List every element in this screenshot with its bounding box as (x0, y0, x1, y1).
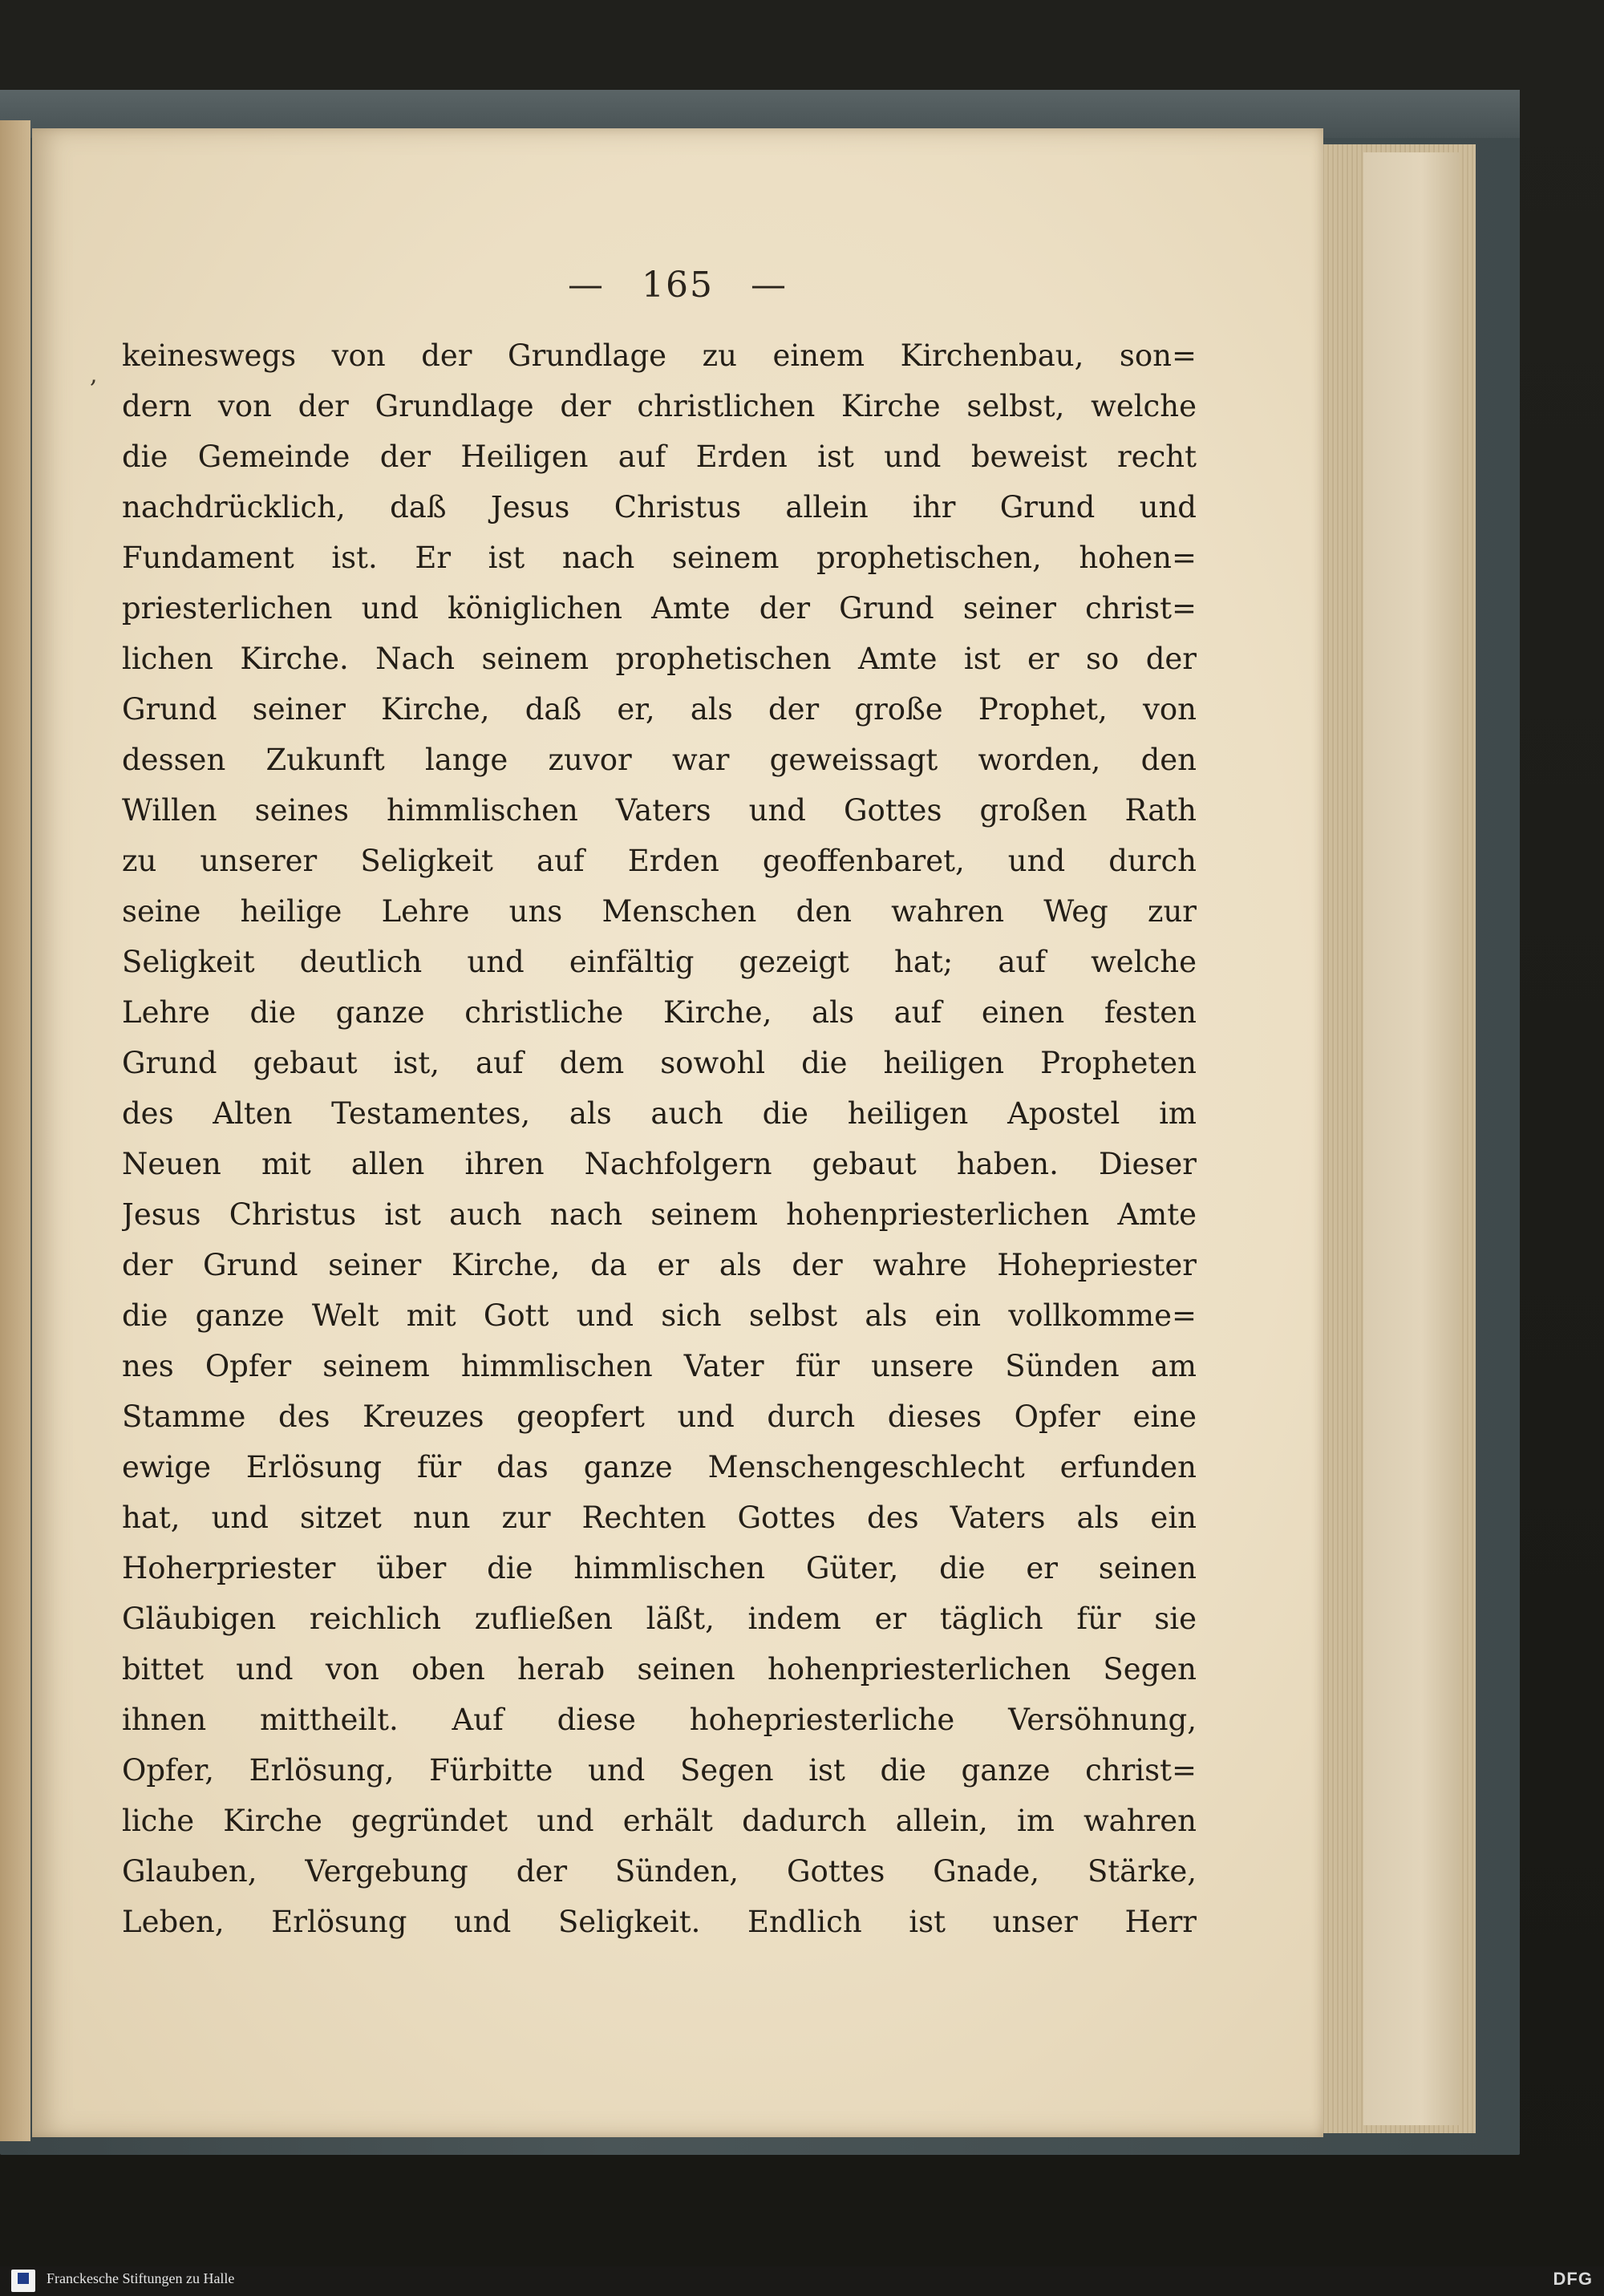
text-line: ewige Erlösung für das ganze Menschengeschlecht erfunden (122, 1450, 1197, 1484)
text-line: die Gemeinde der Heiligen auf Erden ist und beweist recht (122, 439, 1197, 474)
body-text (122, 330, 1197, 1947)
text-line: liche Kirche gegründet und erhält dadurch allein, im wahren (122, 1804, 1197, 1838)
text-line: Willen seines himmlischen Vaters und Gottes großen Rath (122, 793, 1197, 828)
text-line: Glauben, Vergebung der Sünden, Gottes Gnade, Stärke, (122, 1854, 1197, 1889)
header-dash-left: — (568, 265, 605, 306)
header-dash-right: — (750, 265, 788, 306)
text-line: zu unserer Seligkeit auf Erden geoffenbaret, und durch (122, 844, 1197, 878)
text-line: Seligkeit deutlich und einfältig gezeigt hat; auf welche (122, 945, 1197, 979)
book-page (32, 128, 1323, 2137)
text-line: nachdrücklich, daß Jesus Christus allein ihr Grund und (122, 490, 1197, 524)
text-line: Leben, Erlösung und Seligkeit. Endlich ist unser Herr (122, 1905, 1197, 1939)
text-line: Fundament ist. Er ist nach seinem prophetischen, hohen= (122, 541, 1197, 575)
page-header (32, 265, 1323, 306)
viewer-footer (0, 2266, 1604, 2296)
text-line: Grund seiner Kirche, daß er, als der große Prophet, von (122, 692, 1197, 727)
text-line: seine heilige Lehre uns Menschen den wahren Weg zur (122, 894, 1197, 929)
text-line: des Alten Testamentes, als auch die heiligen Apostel im (122, 1096, 1197, 1131)
text-line: dern von der Grundlage der christlichen Kirche selbst, welche (122, 389, 1197, 423)
text-line: Lehre die ganze christliche Kirche, als auf einen festen (122, 995, 1197, 1030)
margin-mark: , (90, 361, 98, 389)
text-line: Jesus Christus ist auch nach seinem hohenpriesterlichen Amte (122, 1197, 1197, 1232)
text-line: bittet und von oben herab seinen hohenpriesterlichen Segen (122, 1652, 1197, 1687)
institution-logo-mark (18, 2273, 29, 2284)
text-line: Stamme des Kreuzes geopfert und durch dieses Opfer eine (122, 1399, 1197, 1434)
text-line: Gläubigen reichlich zufließen läßt, indem er täglich für sie (122, 1602, 1197, 1636)
text-line: hat, und sitzet nun zur Rechten Gottes des Vaters als ein (122, 1500, 1197, 1535)
text-line: lichen Kirche. Nach seinem prophetischen Amte ist er so der (122, 642, 1197, 676)
text-line: Grund gebaut ist, auf dem sowohl die heiligen Propheten (122, 1046, 1197, 1080)
page-number: 165 (642, 265, 714, 306)
text-line: priesterlichen und königlichen Amte der Grund seiner christ= (122, 591, 1197, 626)
text-line: Hoherpriester über die himmlischen Güter, die er seinen (122, 1551, 1197, 1585)
text-line: die ganze Welt mit Gott und sich selbst als ein vollkomme= (122, 1298, 1197, 1333)
footer-institution: Franckesche Stiftungen zu Halle (47, 2270, 235, 2286)
facing-page-edge (0, 120, 30, 2141)
dfg-logo: DFG (1553, 2269, 1593, 2289)
text-line: ihnen mittheilt. Auf diese hohepriesterliche Versöhnung, (122, 1703, 1197, 1737)
text-line: dessen Zukunft lange zuvor war geweissagt worden, den (122, 743, 1197, 777)
text-line: keineswegs von der Grundlage zu einem Kirchenbau, son= (122, 338, 1197, 373)
text-line: Neuen mit allen ihren Nachfolgern gebaut haben. Dieser (122, 1147, 1197, 1181)
text-line: Opfer, Erlösung, Fürbitte und Segen ist die ganze christ= (122, 1753, 1197, 1788)
text-line: nes Opfer seinem himmlischen Vater für unsere Sünden am (122, 1349, 1197, 1383)
page-stack-outer (1363, 152, 1460, 2125)
text-line: der Grund seiner Kirche, da er als der wahre Hohepriester (122, 1248, 1197, 1282)
